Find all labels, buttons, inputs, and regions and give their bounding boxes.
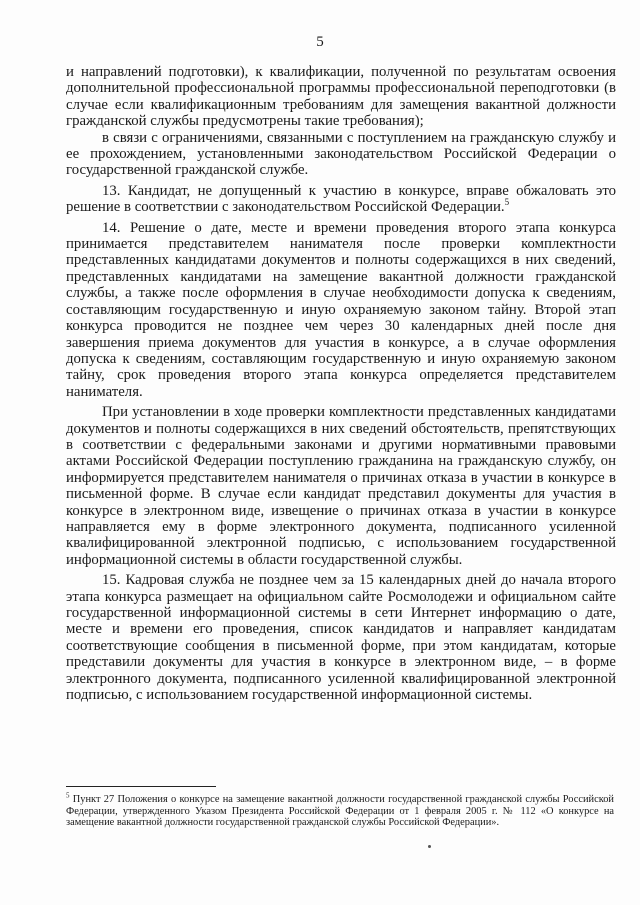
- paragraph-14-refusal: При установлении в ходе проверки комплектности представленных кандидатами документов и полноты содержащихся в них сведений обстоятельств, препятствующих в соответствии с федеральными законами и другими нормативными правовыми актами Российской Федерации поступлению гражданина на гражданскую службу, он информируется представителем нанимателя о причинах отказа в участии в конкурсе в письменной форме. В случае если кандидат представил документы для участия в конкурсе в электронном виде, извещение о причинах отказа в участии в конкурсе направляется ему в форме электронного документа, подписанного усиленной квалифицированной электронной подписью, с использованием государственной информационной системы в области государственной службы.: [66, 404, 616, 568]
- body-text: [66, 64, 616, 703]
- paragraph-service-restrictions: в связи с ограничениями, связанными с поступлением на гражданскую службу и ее прохождением, установленными законодательством Российской Федерации о государственной гражданской службе.: [66, 129, 616, 179]
- paragraph-14: 14. Решение о дате, месте и времени проведения второго этапа конкурса принимается представителем нанимателя после проверки комплектности представленных кандидатами документов и полноты содержащихся в них сведений, представленных кандидатами на замещение вакантной должности гражданской службы, а также после оформления в случае необходимости допуска к сведениям, составляющим государственную и иную охраняемую законом тайну. Второй этап конкурса проводится не позднее чем через 30 календарных дней после дня завершения приема документов для участия в конкурсе, а в случае оформления допуска к сведениям, составляющим государственную и иную охраняемую законом тайну, срок проведения второго этапа конкурса определяется представителем нанимателя.: [66, 219, 616, 400]
- paragraph-15: 15. Кадровая служба не позднее чем за 15 календарных дней до начала второго этапа конкурса размещает на официальном сайте Росмолодежи и официальном сайте государственной информационной системы в сети Интернет информацию о дате, месте и времени его проведения, список кандидатов и направляет кандидатам соответствующие сообщения в письменной форме, при этом кандидатам, которые представили документы для участия в конкурсе в электронном виде, – в форме электронного документа, подписанного усиленной квалифицированной электронной подписью, с использованием государственной информационной системы.: [66, 572, 616, 704]
- footnote-divider: [66, 786, 216, 787]
- footnote: [66, 791, 614, 829]
- page-number: 5: [316, 34, 324, 50]
- paragraph-13: [66, 183, 616, 216]
- footnote-mark: 5: [66, 791, 70, 800]
- paragraph-continuation: и направлений подготовки), к квалификации, полученной по результатам освоения дополнительной профессиональной программы профессиональной переподготовки (в случае если квалификационным требованиям для замещения вакантной должности гражданской службы предусмотрены такие требования);: [66, 64, 616, 130]
- footnote-text: Пункт 27 Положения о конкурсе на замещение вакантной должности государственной гражданской службы Российской Федерации, утвержденного Указом Президента Российской Федерации от 1 февраля 2005 г. № 112 «О конкурсе на замещение вакантной должности государственной гражданской службы Российской Федерации».: [66, 794, 614, 829]
- footnote-reference: 5: [504, 197, 510, 208]
- paragraph-13-text: 13. Кандидат, не допущенный к участию в конкурсе, вправе обжаловать это решение в соответствии с законодательством Российской Федерации.: [66, 182, 616, 216]
- scan-speck: [428, 845, 431, 848]
